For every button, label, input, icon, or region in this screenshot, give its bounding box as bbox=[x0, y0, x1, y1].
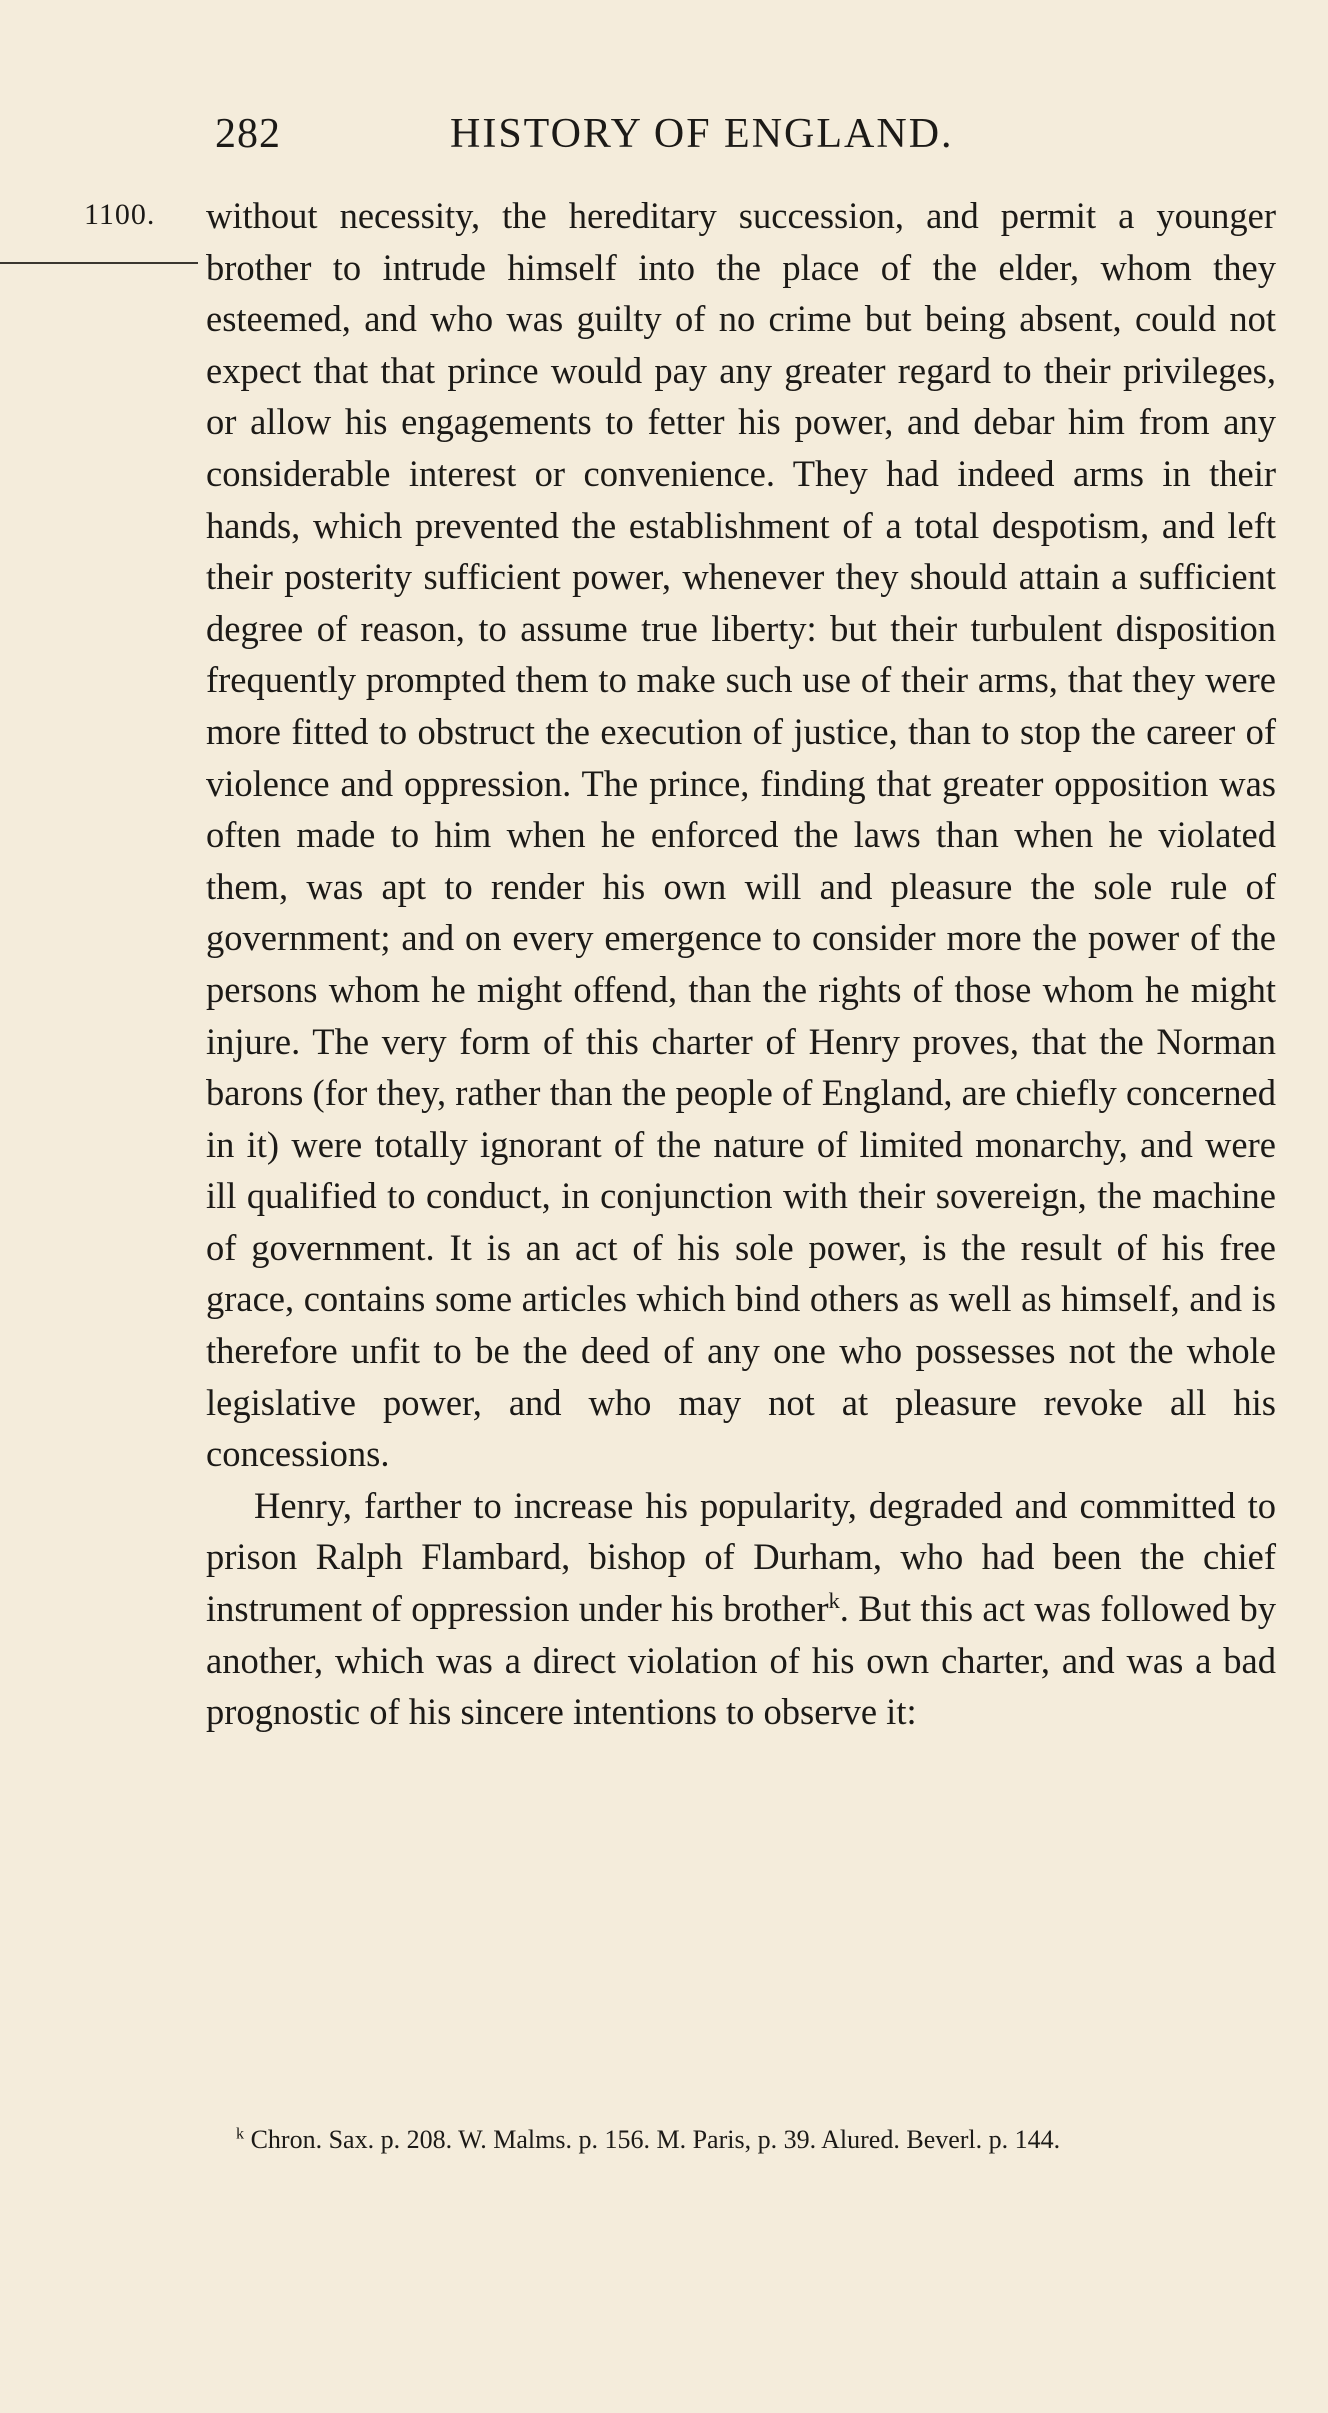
page-header bbox=[215, 110, 1275, 162]
footnote-text: Chron. Sax. p. 208. W. Malms. p. 156. M. Paris, p. 39. Alured. Beverl. p. 144. bbox=[250, 2125, 1061, 2154]
paragraph-1: without necessity, the hereditary succession, and permit a younger brother to intrude himself into the place of the elder, whom they esteemed, and who was guilty of no crime but being absent, could not expect that that prince would pay any greater regard to their privileges, or allow his engagements to fetter his power, and debar him from any considerable interest or convenience. They had indeed arms in their hands, which prevented the establishment of a total despotism, and left their posterity sufficient power, whenever they should attain a sufficient degree of reason, to assume true liberty: but their turbulent disposition frequently prompted them to make such use of their arms, that they were more fitted to obstruct the execution of justice, than to stop the career of violence and oppression. The prince, finding that greater opposition was often made to him when he enforced the laws than when he violated them, was apt to render his own will and pleasure the sole rule of government; and on every emergence to consider more the power of the persons whom he might offend, than the rights of those whom he might injure. The very form of this charter of Henry proves, that the Norman barons (for they, rather than the people of England, are chiefly concerned in it) were totally ignorant of the nature of limited monarchy, and were ill qualified to conduct, in conjunction with their sovereign, the machine of government. It is an act of his sole power, is the result of his free grace, contains some articles which bind others as well as himself, and is therefore unfit to be the deed of any one who possesses not the whole legislative power, and who may not at pleasure revoke all his concessions. bbox=[206, 195, 1276, 1475]
running-title: HISTORY OF ENGLAND. bbox=[450, 111, 954, 157]
paragraph-2 bbox=[206, 1480, 1276, 1738]
footnote-reference: k bbox=[828, 1587, 840, 1613]
footnote-mark: k bbox=[236, 2125, 245, 2143]
paragraph-2-text-start: Henry, farther to increase his popularity, degraded and committed to prison Ralph Flambard, bishop of Durham, who had been the chief instrument of oppression under his brother bbox=[206, 1484, 1276, 1630]
marginal-year: 1100. bbox=[84, 198, 156, 231]
page-number: 282 bbox=[215, 111, 281, 157]
paragraph-2-text-end: . But this act was followed by another, which was a direct violation of his own charter, and was a bad prognostic of his sincere intentions to observe it: bbox=[206, 1588, 1276, 1733]
marginal-rule bbox=[0, 262, 198, 264]
main-text bbox=[206, 190, 1276, 1738]
footnote bbox=[202, 2125, 1276, 2155]
